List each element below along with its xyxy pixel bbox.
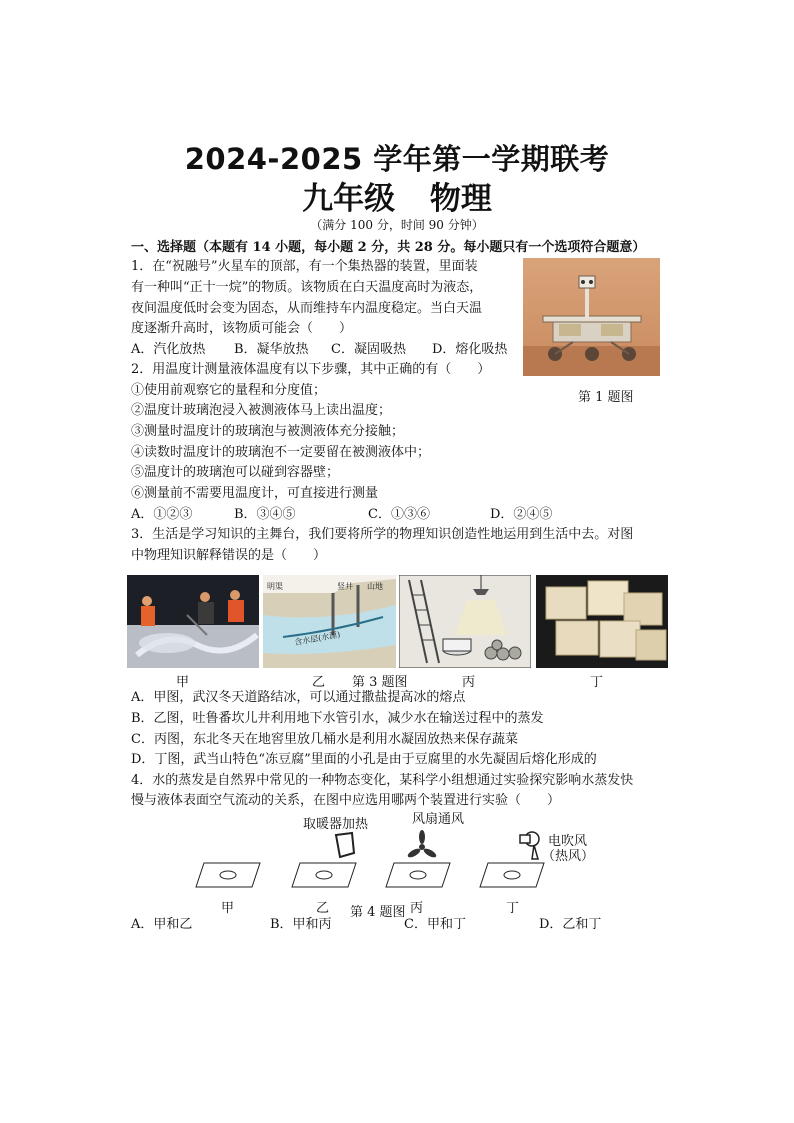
drawing-cellar bbox=[399, 575, 531, 668]
q3-option-d: D．丁图，武当山特色“冻豆腐”里面的小孔是由于豆腐里的水先凝固后熔化形成的 bbox=[131, 752, 597, 767]
q1-line: 度逐渐升高时，该物质可能会（ ） bbox=[131, 321, 353, 336]
figure1-caption: 第 1 题图 bbox=[578, 390, 634, 405]
q3-option-c: C．丙图，东北冬天在地窖里放几桶水是利用水凝固放热来保存蔬菜 bbox=[131, 732, 518, 747]
q1-line: 1．在“祝融号”火星车的顶部，有一个集热器的装置，里面装 bbox=[131, 259, 478, 274]
q4-option-a: A．甲和乙 bbox=[131, 917, 193, 932]
q4-option-d: D．乙和丁 bbox=[539, 917, 602, 932]
figure4-caption: 第 4 题图 bbox=[350, 905, 406, 920]
q1-option-b: B．凝华放热 bbox=[234, 342, 309, 357]
karez-label-open-channel: 明渠 bbox=[267, 582, 283, 591]
evaporation-setup-diagram bbox=[190, 825, 610, 895]
q3-label-yi: 乙 bbox=[312, 675, 326, 690]
q4-label-bing: 丙 bbox=[410, 901, 424, 916]
karez-label-aquifer: 含水层(水源) bbox=[293, 630, 341, 647]
q3-option-a: A．甲图，武汉冬天道路结冰，可以通过撒盐提高冰的熔点 bbox=[131, 690, 466, 705]
q1-option-c: C．凝固吸热 bbox=[331, 342, 406, 357]
q4-line: 慢与液体表面空气流动的关系，在图中应选用哪两个装置进行实验（ ） bbox=[131, 793, 561, 808]
hair-dryer-icon bbox=[520, 832, 539, 859]
q2-stem: 2．用温度计测量液体温度有以下步骤，其中正确的有（ ） bbox=[131, 362, 491, 377]
q1-line: 夜间温度低时会变为固态，从而维持车内温度稳定。当白天温 bbox=[131, 301, 483, 316]
dryer-sub-label: （热风） bbox=[542, 849, 595, 864]
q3-option-b: B．乙图，吐鲁番坎儿井利用地下水管引水，减少水在输送过程中的蒸发 bbox=[131, 711, 544, 726]
q3-line: 中物理知识解释错误的是（ ） bbox=[131, 548, 327, 563]
q2-item: ③测量时温度计的玻璃泡与被测液体充分接触； bbox=[131, 424, 405, 439]
q4-label-yi: 乙 bbox=[316, 901, 330, 916]
diagram-karez bbox=[263, 575, 396, 668]
q1-line: 有一种叫“正十一烷”的物质。该物质在白天温度高时为液态， bbox=[131, 280, 483, 295]
q2-option-b: B．③④⑤ bbox=[234, 507, 296, 522]
q4-option-b: B．甲和丙 bbox=[270, 917, 332, 932]
photo-frozen-tofu bbox=[536, 575, 668, 668]
mars-rover-image bbox=[523, 258, 660, 376]
q4-line: 4．水的蒸发是自然界中常见的一种物态变化，某科学小组想通过实验探究影响水蒸发快 bbox=[131, 773, 634, 788]
q2-item: ⑤温度计的玻璃泡可以碰到容器壁； bbox=[131, 465, 340, 480]
heater-icon bbox=[336, 833, 354, 857]
q2-item: ②温度计玻璃泡浸入被测液体马上读出温度； bbox=[131, 403, 392, 418]
q2-item: ⑥测量前不需要甩温度计，可直接进行测量 bbox=[131, 486, 379, 501]
subject-label: 物理 bbox=[429, 181, 492, 217]
q2-option-c: C．①③⑥ bbox=[368, 507, 430, 522]
dryer-label: 电吹风 bbox=[548, 834, 588, 849]
q3-label-bing: 丙 bbox=[462, 675, 476, 690]
figure3-caption: 第 3 题图 bbox=[352, 675, 408, 690]
exam-title: 2024-2025 学年第一学期联考 bbox=[184, 142, 610, 176]
photo-salting-road bbox=[127, 575, 259, 668]
grade-label: 九年级 bbox=[302, 181, 396, 217]
section-heading: 一、选择题（本题有 14 小题，每小题 2 分，共 28 分。每小题只有一个选项符合题意） bbox=[131, 240, 646, 255]
exam-subtitle bbox=[0, 173, 794, 218]
karez-label-well: 竖井 bbox=[337, 582, 353, 591]
q3-label-ding: 丁 bbox=[590, 675, 604, 690]
exam-note: （满分 100 分，时间 90 分钟） bbox=[310, 218, 484, 232]
q2-item: ④读数时温度计的玻璃泡不一定要留在被测液体中； bbox=[131, 445, 431, 460]
fan-icon bbox=[406, 830, 437, 859]
heater-label: 取暖器加热 bbox=[303, 817, 369, 832]
q3-label-jia: 甲 bbox=[176, 675, 190, 690]
q2-item: ①使用前观察它的量程和分度值； bbox=[131, 383, 327, 398]
fan-label: 风扇通风 bbox=[412, 812, 465, 827]
q2-option-a: A．①②③ bbox=[131, 507, 193, 522]
karez-label-mountain: 山地 bbox=[367, 582, 383, 591]
q1-option-d: D．熔化吸热 bbox=[432, 342, 508, 357]
q4-label-ding: 丁 bbox=[506, 901, 520, 916]
q1-option-a: A．汽化放热 bbox=[131, 342, 206, 357]
q2-option-d: D．②④⑤ bbox=[490, 507, 553, 522]
q4-label-jia: 甲 bbox=[221, 901, 235, 916]
q4-option-c: C．甲和丁 bbox=[404, 917, 466, 932]
q3-line: 3．生活是学习知识的主舞台，我们要将所学的物理知识创造性地运用到生活中去。对图 bbox=[131, 527, 634, 542]
